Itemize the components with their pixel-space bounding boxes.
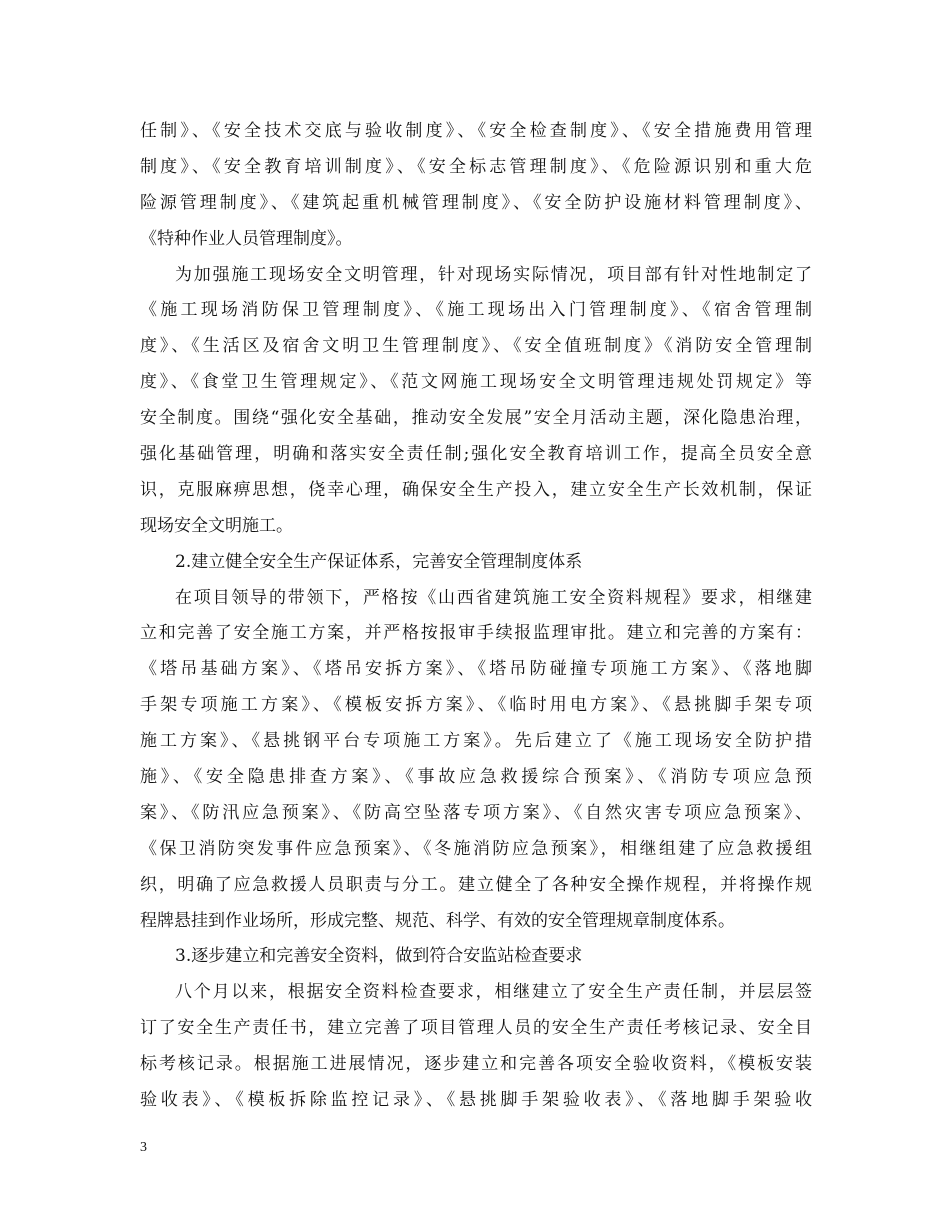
text-line: 订了安全生产责任书，建立完善了项目管理人员的安全生产责任考核记录、安全目 (140, 1018, 812, 1039)
text-line: 立和完善了安全施工方案，并严格按报审手续报监理审批。建立和完善的方案有： (140, 623, 812, 644)
text-line: 案》、《防汛应急预案》、《防高空坠落专项方案》、《自然灾害专项应急预案》、 (140, 802, 812, 823)
text-line: 验收表》、《模板拆除监控记录》、《悬挑脚手架验收表》、《落地脚手架验收 (140, 1090, 812, 1111)
text-line: 险源管理制度》、《建筑起重机械管理制度》、《安全防护设施材料管理制度》、 (140, 192, 812, 213)
text-line: 织，明确了应急救援人员职责与分工。建立健全了各种安全操作规程，并将操作规 (140, 874, 812, 895)
text-line: 度》、《食堂卫生管理规定》、《范文网施工现场安全文明管理违规处罚规定》等 (140, 372, 812, 393)
text-line: 强化基础管理，明确和落实安全责任制;强化安全教育培训工作，提高全员安全意 (140, 444, 812, 465)
text-line: 《保卫消防突发事件应急预案》、《冬施消防应急预案》，相继组建了应急救援组 (140, 838, 812, 859)
text-line: 施工方案》、《悬挑钢平台专项施工方案》。先后建立了《施工现场安全防护措 (140, 731, 812, 752)
text-line: 施》、《安全隐患排查方案》、《事故应急救援综合预案》、《消防专项应急预 (140, 767, 812, 788)
paragraph-start-line: 八个月以来，根据安全资料检查要求，相继建立了安全生产责任制，并层层签 (175, 982, 812, 1003)
text-line: 手架专项施工方案》、《模板安拆方案》、《临时用电方案》、《悬挑脚手架专项 (140, 695, 812, 716)
text-line: 《塔吊基础方案》、《塔吊安拆方案》、《塔吊防碰撞专项施工方案》、《落地脚 (140, 659, 812, 680)
text-line: 度》、《生活区及宿舍文明卫生管理制度》、《安全值班制度》《消防安全管理制 (140, 336, 812, 357)
text-line: 制度》、《安全教育培训制度》、《安全标志管理制度》、《危险源识别和重大危 (140, 156, 812, 177)
text-line: 标考核记录。根据施工进展情况，逐步建立和完善各项安全验收资料，《模板安装 (140, 1054, 812, 1075)
text-line: 安全制度。围绕“强化安全基础，推动安全发展”安全月活动主题，深化隐患治理， (140, 408, 812, 429)
text-line: 任制》、《安全技术交底与验收制度》、《安全检查制度》、《安全措施费用管理 (140, 121, 812, 141)
text-line: 程牌悬挂到作业场所，形成完整、规范、科学、有效的安全管理规章制度体系。 (140, 910, 735, 931)
text-line: 识，克服麻痹思想，侥幸心理，确保安全生产投入，建立安全生产长效机制，保证 (140, 479, 812, 500)
text-line: 现场安全文明施工。 (140, 515, 293, 536)
paragraph-start-line: 为加强施工现场安全文明管理，针对现场实际情况，项目部有针对性地制定了 (175, 264, 812, 285)
section-heading: 3.逐步建立和完善安全资料，做到符合安监站检查要求 (175, 946, 583, 967)
text-line: 《特种作业人员管理制度》。 (140, 228, 353, 249)
section-heading: 2.建立健全安全生产保证体系，完善安全管理制度体系 (175, 551, 583, 572)
text-line: 《施工现场消防保卫管理制度》、《施工现场出入门管理制度》、《宿舍管理制 (140, 300, 812, 321)
page-number: 3 (140, 1140, 147, 1155)
document-body (140, 114, 812, 1119)
paragraph-start-line: 在项目领导的带领下，严格按《山西省建筑施工安全资料规程》要求，相继建 (175, 587, 812, 608)
